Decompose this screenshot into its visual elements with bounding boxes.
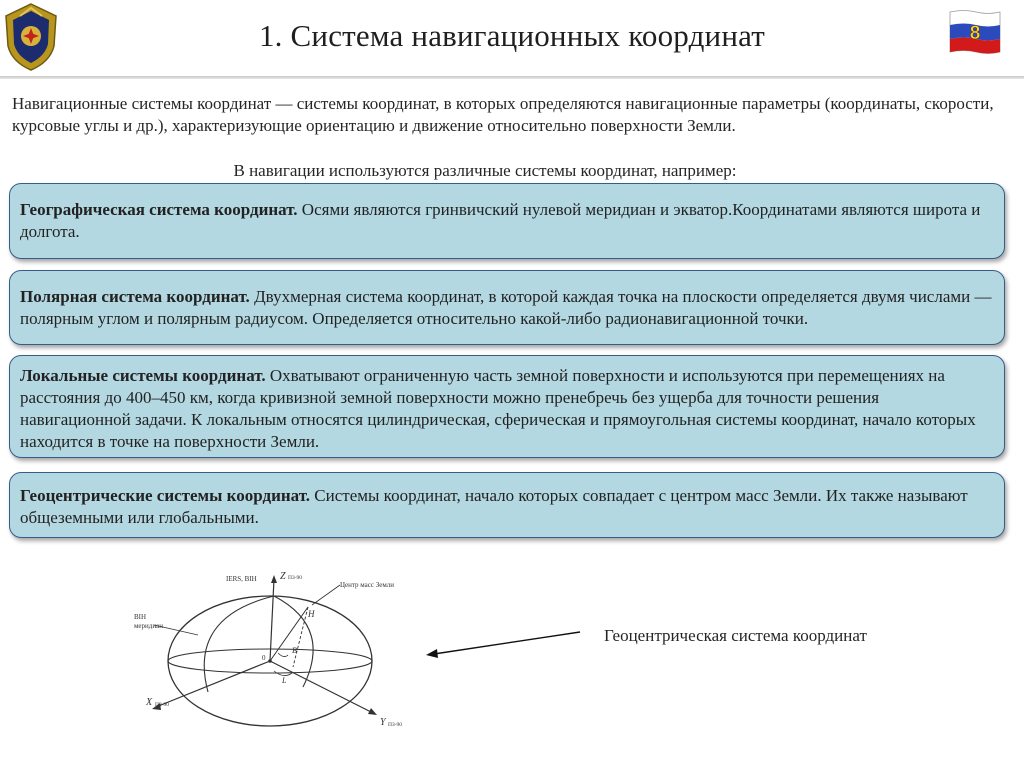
card-term: Локальные системы координат. — [20, 366, 266, 385]
polar-system-card — [9, 270, 1005, 345]
geocentric-systems-card — [9, 472, 1005, 538]
local-systems-card — [9, 355, 1005, 458]
lead-sentence: В навигации используются различные системы координат, например: — [233, 161, 737, 180]
x-axis-label: X — [146, 697, 153, 708]
z-axis-label: Z — [280, 571, 286, 582]
geocentric-diagram — [128, 567, 410, 739]
mass-center-label: Центр масс Земли — [340, 581, 395, 589]
header-divider — [0, 76, 1024, 79]
geographic-system-card — [9, 183, 1005, 259]
card-text: Охватывают ограниченную часть земной поверхности и используются при перемещениях на расстояния до 400–450 км, когда кривизной земной поверхности можно пренебречь без ущерба для точности решения навигационной задачи. К локальным относятся цилиндрическая, сферическая и прямоугольная системы координат, начало которых находится в точке на поверхности Земли. — [20, 366, 976, 451]
meridian-label-1: BIH — [134, 613, 147, 621]
z-axis-subscript: ПЗ-90 — [288, 575, 303, 581]
y-axis-subscript: ПЗ-90 — [388, 722, 403, 728]
card-term: Геоцентрические системы координат. — [20, 486, 311, 505]
russian-flag-icon — [944, 8, 1002, 56]
y-axis-label: Y — [380, 717, 386, 728]
x-axis-subscript: ПЗ-90 — [155, 702, 170, 708]
card-term: Географическая система координат. — [20, 200, 298, 219]
card-term: Полярная система координат. — [20, 287, 250, 306]
caption-arrow — [420, 628, 590, 660]
l-label: L — [282, 676, 287, 685]
card-text: Осями являются гринвичский нулевой меридиан и экватор.Координатами являются широта и долгота. — [20, 200, 981, 241]
card-text: Двухмерная система координат, в которой каждая точка на плоскости определяется двумя числами — полярным углом и полярным радиусом. Определяется относительно какой-либо радионавигационной точки. — [20, 287, 992, 328]
b-label: B — [292, 646, 297, 655]
meridian-label-2: меридиан — [134, 622, 163, 630]
h-label: H — [308, 609, 315, 619]
card-text: Системы координат, начало которых совпадает с центром масс Земли. Их также называют общеземными или глобальными. — [20, 486, 968, 527]
intro-paragraph: Навигационные системы координат — системы координат, в которых определяются навигационные параметры (координаты, скорости, курсовые углы и др.), характеризующие ориентацию и движение относительно поверхности Земли. — [12, 94, 994, 135]
diagram-caption: Геоцентрическая система координат — [604, 626, 867, 645]
origin-label: 0 — [262, 654, 266, 662]
iers-label: IERS, BIH — [226, 575, 257, 583]
page-number: 8 — [969, 23, 981, 44]
slide-title: 1. Система навигационных координат — [258, 18, 766, 53]
